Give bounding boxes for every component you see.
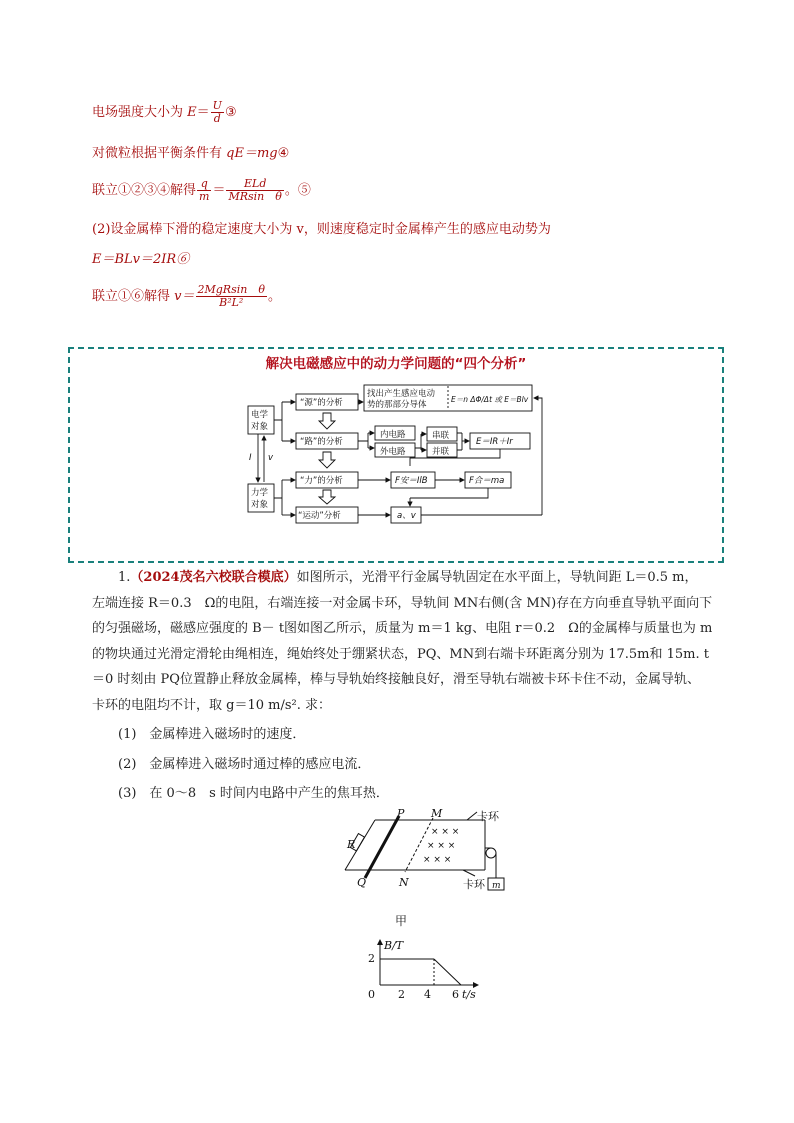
svg-text:× × ×: × × × (431, 827, 460, 837)
svg-text:× × ×: × × × (423, 855, 452, 865)
solution-line-2: 对微粒根据平衡条件有 qE＝mg④ (92, 146, 290, 161)
question-3: (3) 在 0～8 s 时间内电路中产生的焦耳热． (118, 786, 389, 801)
x-tick-6: 6 (452, 988, 459, 1001)
analysis-flowchart (240, 378, 560, 528)
question-2: (2) 金属棒进入磁场时通过棒的感应电流． (118, 756, 371, 772)
motion-analysis-label: “运动”分析 (298, 511, 341, 521)
find-conductor-text-1: 找出产生感应电动 (367, 389, 436, 399)
ampere-force-label: F安＝IlB (395, 476, 428, 486)
solution-line-1: 电场强度大小为 E＝ $\frac{U}{d}$ ③ (92, 99, 237, 125)
metal-bar-pq (365, 816, 399, 878)
figure-jia-caption: 甲 (395, 914, 408, 928)
label-M: M (431, 808, 443, 820)
solution-line-3: 联立①②③④解得 $\frac{q}{m}$ ＝ $\frac{\text{ELd}}{\text{MRsin θ}}$ 。⑤ (92, 177, 311, 203)
ring-top-label: 卡环 (477, 810, 499, 823)
problem-line-3: 的匀强磁场，磁感应强度的 B－ t图如图乙所示，质量为 m＝1 kg、电阻 r＝0.2 Ω的金属棒与质量也为 m (92, 621, 713, 636)
question-1: (1) 金属棒进入磁场时的速度． (118, 727, 306, 742)
velocity-label: v (268, 453, 274, 463)
down-arrow-icon (319, 490, 335, 504)
origin-label: 0 (368, 988, 375, 1001)
ring-bottom-label: 卡环 (463, 878, 485, 891)
av-label: a、v (397, 511, 416, 521)
problem-line-6: 卡环的电阻均不计，取 g＝10 m/s². 求： (92, 697, 331, 713)
emf-formula: E＝n ΔΦ/Δt 或 E＝Blv (451, 395, 529, 404)
problem-block (92, 565, 732, 807)
y-axis-label: B/T (384, 939, 404, 952)
bt-series-segment (434, 959, 461, 985)
fraction-eld: $\frac{\text{ELd}}{\text{MRsin θ}}$ (228, 177, 282, 203)
problem-line-4: 的物块通过光滑定滑轮由绳相连，绳始终处于绷紧状态，PQ、MN到右端卡环距离分别为 17.5m和 15m. t (92, 646, 709, 662)
figure-bt-graph (360, 935, 500, 1005)
mech-object-text-2: 对象 (251, 500, 269, 510)
label-Q: Q (357, 876, 367, 889)
y-tick-2: 2 (368, 952, 375, 965)
fraction-q-over-m: $\frac{q}{m}$ (199, 177, 210, 203)
force-analysis-label: “力”的分析 (300, 476, 343, 486)
path-analysis-label: “路”的分析 (300, 437, 343, 447)
mech-object-text-1: 力学 (251, 488, 269, 498)
fraction-u-over-d: $\frac{U}{d}$ (212, 99, 222, 125)
problem-line-2: 左端连接 R＝0.3 Ω的电阻，右端连接一对金属卡环，导轨间 MN右侧(含 MN)存在方向垂直导轨平面向下 (92, 595, 713, 611)
x-tick-2: 2 (398, 988, 405, 1001)
elec-object-text-1: 电学 (251, 410, 269, 420)
x-axis-label: t/s (462, 988, 476, 1001)
parallel-label: 并联 (432, 447, 450, 457)
solution-line-5: E＝BLv＝2IR⑥ (92, 252, 190, 267)
label-m: m (492, 881, 501, 891)
ohm-law-label: E＝IR＋Ir (476, 437, 513, 447)
svg-text:× × ×: × × × (427, 841, 456, 851)
tip-title: 解决电磁感应中的动力学问题的“四个分析” (265, 356, 527, 372)
newton-law-label: F合＝ma (469, 476, 505, 486)
solution-line-4: (2)设金属棒下滑的稳定速度大小为 v，则速度稳定时金属棒产生的感应电动势为 (92, 222, 551, 237)
pulley (486, 848, 496, 858)
fraction-velocity: $\frac{\text{2MgRsin θ}}{\text{B²L²}}$ (197, 283, 265, 309)
label-P: P (397, 808, 405, 820)
find-conductor-text-2: 势的那部分导体 (367, 400, 427, 410)
inner-circuit-label: 内电路 (380, 430, 406, 440)
label-N: N (399, 876, 409, 889)
x-tick-4: 4 (424, 988, 431, 1001)
source-analysis-label: “源”的分析 (300, 398, 343, 408)
problem-line-1: 1.（2024茂名六校联合模底）如图所示，光滑平行金属导轨固定在水平面上，导轨间距 L＝0.5 m， (118, 570, 698, 585)
down-arrow-icon (319, 413, 335, 429)
problem-line-5: ＝0 时刻由 PQ位置静止释放金属棒，棒与导轨始终接触良好，滑至导轨右端被卡环卡住不动，金属导轨、 (92, 672, 700, 687)
down-arrow-icon (319, 452, 335, 468)
solution-line-6: 联立①⑥解得 v＝ $\frac{\text{2MgRsin θ}}{\text{B²L²}}$ 。 (92, 283, 281, 309)
elec-object-text-2: 对象 (251, 422, 269, 432)
figure-jia-rails (335, 808, 510, 908)
label-R: R (347, 838, 356, 851)
current-label: I (249, 453, 252, 463)
outer-circuit-label: 外电路 (380, 447, 406, 457)
series-label: 串联 (432, 431, 450, 441)
